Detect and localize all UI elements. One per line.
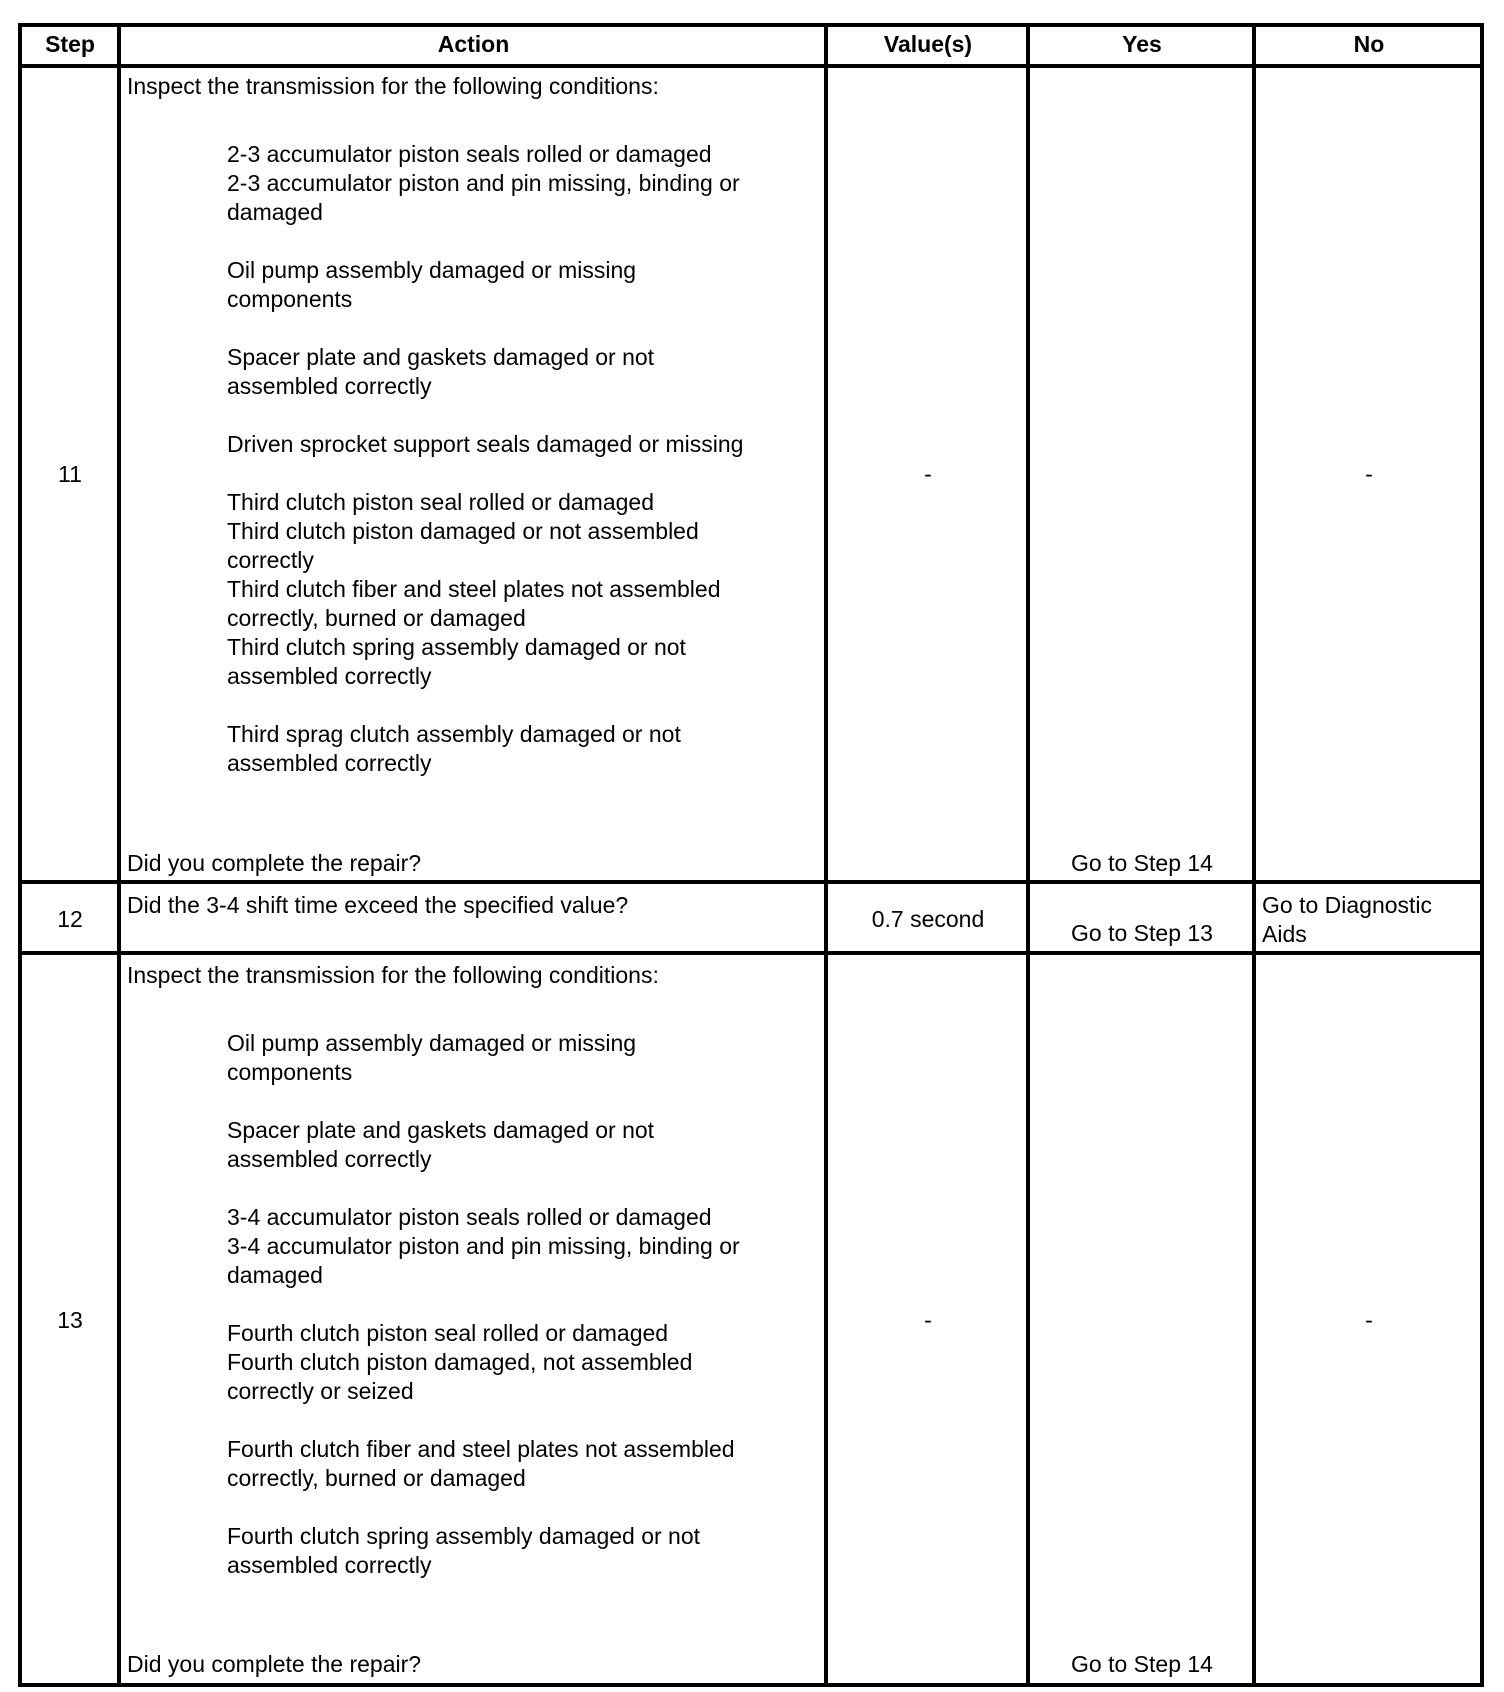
- condition-line: Fourth clutch spring assembly damaged or not: [227, 1523, 701, 1549]
- action-intro: Inspect the transmission for the following conditions:: [127, 73, 659, 99]
- no-cell-line: Aids: [1262, 921, 1307, 947]
- condition-line: Fourth clutch piston damaged, not assembled: [227, 1349, 693, 1375]
- condition-line: assembled correctly: [227, 1552, 432, 1578]
- condition-line: Third clutch piston seal rolled or damaged: [227, 489, 655, 515]
- condition-line: Third clutch spring assembly damaged or not: [227, 634, 686, 660]
- no-cell: [1262, 891, 1432, 949]
- condition-line: Third clutch fiber and steel plates not assembled: [227, 576, 721, 602]
- condition-line: Spacer plate and gaskets damaged or not: [227, 344, 655, 370]
- condition-list: [227, 140, 743, 778]
- condition-line: damaged: [227, 199, 323, 225]
- action-question: Did the 3-4 shift time exceed the specified value?: [127, 892, 629, 918]
- condition-line: assembled correctly: [227, 750, 432, 776]
- action-question: Did you complete the repair?: [127, 850, 422, 876]
- condition-line: components: [227, 286, 353, 312]
- step-number: 11: [58, 461, 82, 487]
- no-cell: -: [1365, 461, 1373, 487]
- value-cell: 0.7 second: [871, 906, 985, 932]
- step-number: 12: [57, 906, 83, 932]
- header-step: Step: [45, 31, 95, 57]
- condition-line: components: [227, 1059, 353, 1085]
- condition-line: 2-3 accumulator piston seals rolled or damaged: [227, 141, 712, 167]
- condition-line: damaged: [227, 1262, 323, 1288]
- condition-line: Fourth clutch fiber and steel plates not assembled: [227, 1436, 735, 1462]
- condition-line: Fourth clutch piston seal rolled or damaged: [227, 1320, 669, 1346]
- condition-line: 3-4 accumulator piston and pin missing, binding or: [227, 1233, 740, 1259]
- condition-line: Third clutch piston damaged or not assembled: [227, 518, 699, 544]
- yes-cell: Go to Step 14: [1071, 1651, 1213, 1677]
- condition-line: Third sprag clutch assembly damaged or not: [227, 721, 681, 747]
- condition-line: Oil pump assembly damaged or missing: [227, 1030, 637, 1056]
- condition-list: [227, 1029, 740, 1580]
- step-number: 13: [57, 1307, 83, 1333]
- condition-line: Driven sprocket support seals damaged or missing: [227, 431, 744, 457]
- condition-line: 3-4 accumulator piston seals rolled or damaged: [227, 1204, 712, 1230]
- header-values: Value(s): [883, 31, 973, 57]
- condition-line: correctly, burned or damaged: [227, 605, 526, 631]
- action-question: Did you complete the repair?: [127, 1651, 422, 1677]
- no-cell-line: Go to Diagnostic: [1262, 892, 1433, 918]
- value-cell: -: [924, 1307, 932, 1333]
- condition-line: correctly: [227, 547, 314, 573]
- value-cell: -: [924, 461, 932, 487]
- condition-line: Oil pump assembly damaged or missing: [227, 257, 637, 283]
- condition-line: assembled correctly: [227, 373, 432, 399]
- header-yes: Yes: [1122, 31, 1162, 57]
- header-action: Action: [437, 31, 510, 57]
- condition-line: 2-3 accumulator piston and pin missing, binding or: [227, 170, 740, 196]
- condition-line: correctly, burned or damaged: [227, 1465, 526, 1491]
- no-cell: -: [1365, 1307, 1373, 1333]
- yes-cell: Go to Step 14: [1071, 850, 1213, 876]
- condition-line: assembled correctly: [227, 663, 432, 689]
- condition-line: correctly or seized: [227, 1378, 414, 1404]
- header-no: No: [1353, 31, 1385, 57]
- yes-cell: Go to Step 13: [1071, 920, 1213, 946]
- condition-line: Spacer plate and gaskets damaged or not: [227, 1117, 655, 1143]
- condition-line: assembled correctly: [227, 1146, 432, 1172]
- action-intro: Inspect the transmission for the following conditions:: [127, 962, 659, 988]
